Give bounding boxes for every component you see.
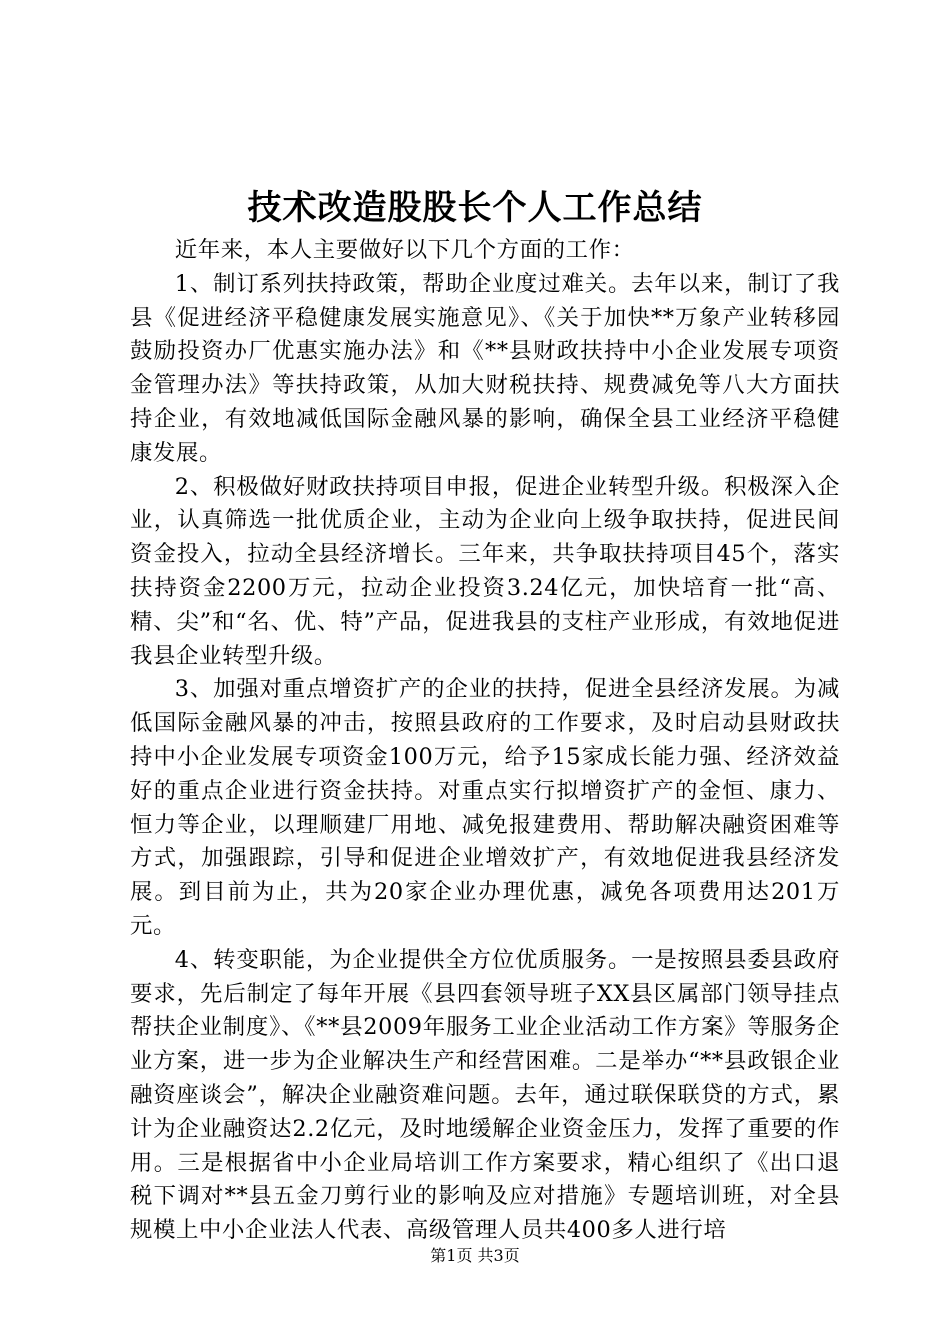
paragraph-2: 2、积极做好财政扶持项目申报，促进企业转型升级。积极深入企业，认真筛选一批优质企业，主动为企业向上级争取扶持，促进民间资金投入，拉动全县经济增长。三年来，共争取扶持项目45个，落实扶持资金2200万元，拉动企业投资3.24亿元，加快培育一批“高、精、尖”和“名、优、特”产品，促进我县的支柱产业形成，有效地促进我县企业转型升级。 [130, 473, 840, 669]
page-number-footer: 第1页 共3页 [430, 1246, 520, 1265]
document-body [130, 234, 840, 1248]
paragraph-intro: 近年来，本人主要做好以下几个方面的工作： [174, 237, 635, 263]
paragraph-4: 4、转变职能，为企业提供全方位优质服务。一是按照县委县政府要求，先后制定了每年开展《县四套领导班子XX县区属部门领导挂点帮扶企业制度》、《**县2009年服务工业企业活动工作方案》等服务企业方案，进一步为企业解决生产和经营困难。二是举办“**县政银企业融资座谈会”，解决企业融资难问题。去年，通过联保联贷的方式，累计为企业融资达2.2亿元，及时地缓解企业资金压力，发挥了重要的作用。三是根据省中小企业局培训工作方案要求，精心组织了《出口退税下调对**县五金刀剪行业的影响及应对措施》专题培训班，对全县规模上中小企业法人代表、高级管理人员共400多人进行培 [130, 946, 840, 1244]
document-title: 技术改造股股长个人工作总结 [247, 188, 703, 228]
paragraph-3: 3、加强对重点增资扩产的企业的扶持，促进全县经济发展。为减低国际金融风暴的冲击，按照县政府的工作要求，及时启动县财政扶持中小企业发展专项资金100万元，给予15家成长能力强、经济效益好的重点企业进行资金扶持。对重点实行拟增资扩产的金恒、康力、恒力等企业，以理顺建厂用地、减免报建费用、帮助解决融资困难等方式，加强跟踪，引导和促进企业增效扩产，有效地促进我县经济发展。到目前为止，共为20家企业办理优惠，减免各项费用达201万元。 [130, 676, 840, 939]
paragraph-1: 1、制订系列扶持政策，帮助企业度过难关。去年以来，制订了我县《促进经济平稳健康发展实施意见》、《关于加快**万象产业转移园鼓励投资办厂优惠实施办法》和《**县财政扶持中小企业发展专项资金管理办法》等扶持政策，从加大财税扶持、规费减免等八大方面扶持企业，有效地减低国际金融风暴的影响，确保全县工业经济平稳健康发展。 [130, 270, 840, 466]
